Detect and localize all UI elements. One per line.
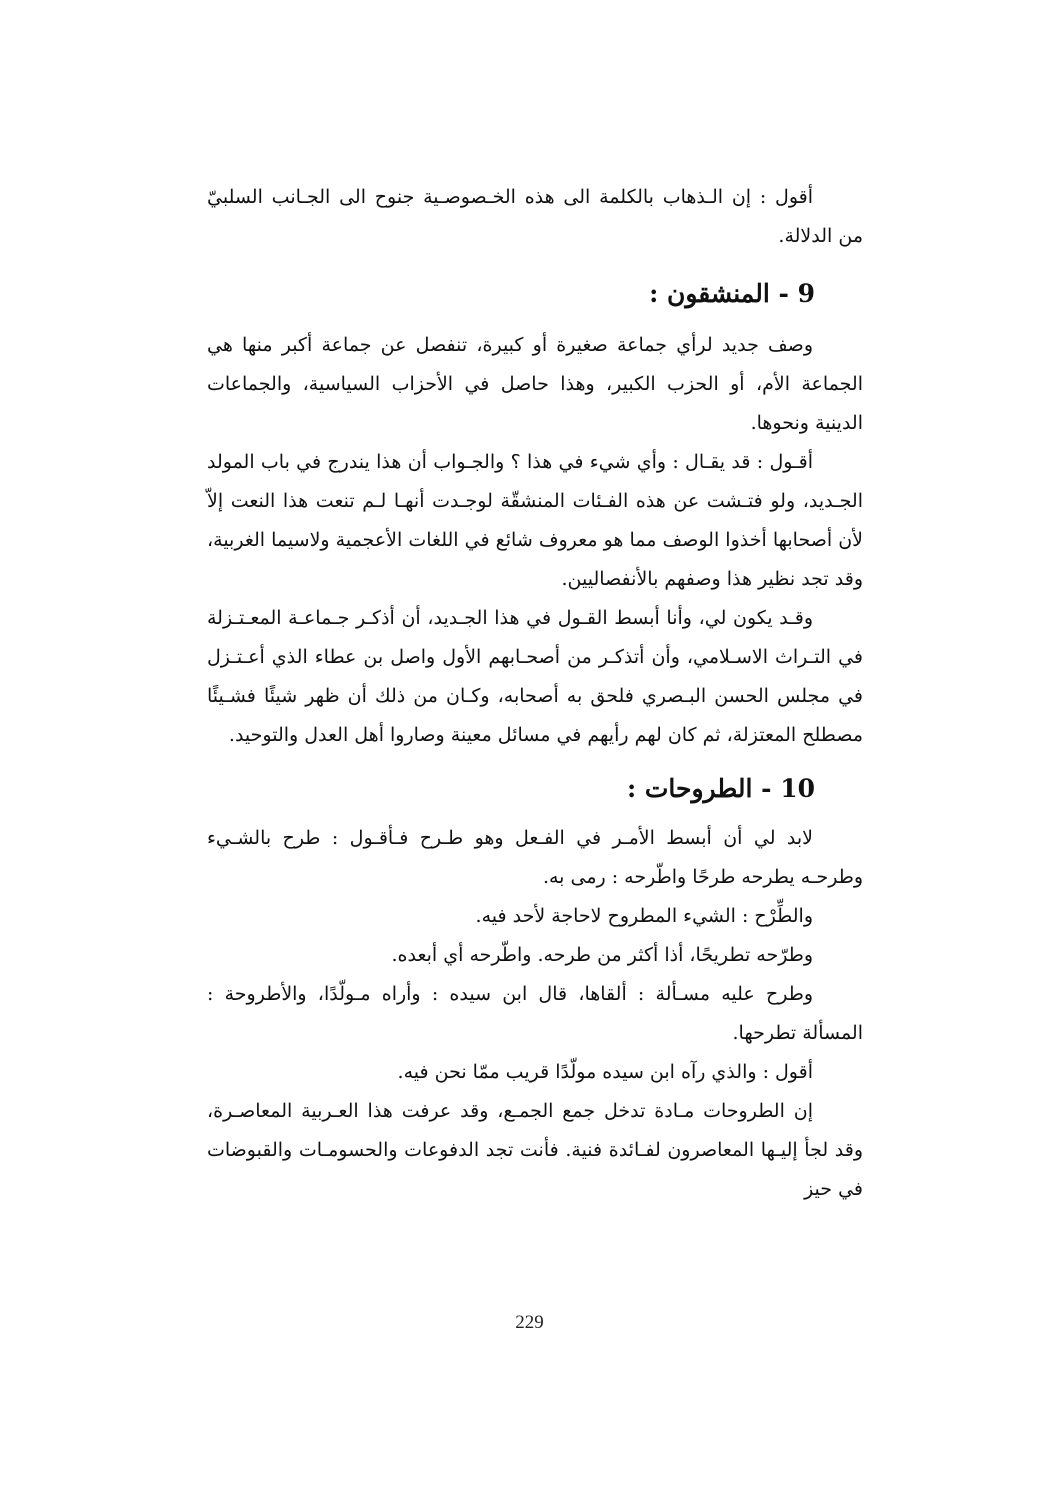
paragraph-aqul-2: أقـول : قد يقـال : وأي شيء في هذا ؟ والجـواب أن هذا يندرج في باب المولد الجـديد، ولو فتـشت عن هذه الفـئات المنشقّة لوجـدت أنهـا لـم تنعت هذا النعت إلاّ لأن أصحابها أخذوا الوصف مما هو معروف شائع في اللغات الأعجمية ولاسيما الغربية، وقد تجد نظير هذا وصفهم بالأنفصاليين. [207,451,863,590]
page-body [207,178,863,1209]
paragraph-tarh-definition: والطِّرْح : الشيء المطروح لاحاجة لأحد فيه. [475,905,813,927]
paragraph-masala: وطرح عليه مسـألة : ألقاها، قال ابن سيده : وأراه مـولّدًا، والأطروحة : المسألة تطرحها. [207,983,863,1044]
paragraph-mutazila: وقـد يكون لي، وأنا أبسط القـول في هذا الجـديد، أن أذكـر جـماعـة المعـتـزلة في التـراث الاسـلامي، وأن أتذكـر من أصحـابهم الأول واصل بن عطاء الذي أعـتـزل في مجلس الحسن البـصري فلحق به أصحابه، وكـان من ذلك أن ظهر شيئًا فشـيئًا مصطلح المعتزلة، ثم كان لهم رأيهم في مسائل معينة وصاروا أهل العدل والتوحيد. [207,607,863,746]
paragraph-description: وصف جديد لرأي جماعة صغيرة أو كبيرة، تنفصل عن جماعة أكبر منها هي الجماعة الأم، أو الحزب الكبير، وهذا حاصل في الأحزاب السياسية، والجماعات الدينية ونحوها. [207,334,863,434]
paragraph-tarh-intro: لابد لي أن أبسط الأمـر في الفـعل وهو طـرح فـأقـول : طرح بالشـيء وطرحـه يطرحه طرحًا واطّرحه : رمى به. [207,827,863,888]
paragraph-tatreeh: وطرّحه تطريحًا، أذا أكثر من طرحه. واطّرحه أي أبعده. [391,944,813,966]
paragraph-turuhat: إن الطروحات مـادة تدخل جمع الجمـع، وقد عرفت هذا العـربية المعاصـرة، وقد لجأ إليـها المعاصرون لفـائدة فنية. فأنت تجد الدفوعات والحسومـات والقبوضات في حيز [207,1100,863,1200]
page-number: 229 [515,1312,544,1333]
section-heading-10: 10 - الطروحات : [626,774,815,803]
paragraph-aqul-1: أقول : إن الـذهاب بالكلمة الى هذه الخـصوصـية جنوح الى الجـانب السلبيّ من الدلالة. [207,186,863,247]
section-heading-9: 9 - المنشقون : [649,279,815,308]
paragraph-aqul-3: أقول : والذي رآه ابن سيده مولّدًا قريب ممّا نحن فيه. [397,1061,813,1083]
